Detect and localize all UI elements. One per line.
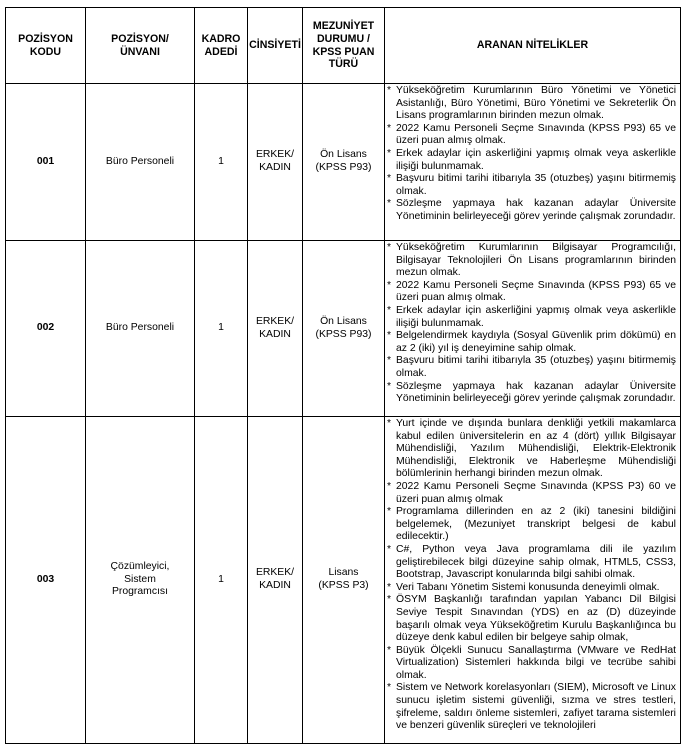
requirement-text: Başvuru bitimi tarihi itibarıyla 35 (otuzbeş) yaşını bitirmemiş olmak.: [396, 173, 676, 197]
education-cell-line: Ön Lisans: [320, 315, 367, 327]
gender-cell-line: ERKEK/: [255, 315, 295, 327]
position-code-cell: [6, 417, 86, 744]
table-row: [6, 241, 681, 417]
gender-cell-line: KADIN: [259, 580, 291, 591]
requirement-item: [387, 173, 676, 198]
requirement-text: Erkek adaylar için askerliğini yapmış olmak veya askerlikle ilişiği bulunmamak.: [396, 304, 676, 329]
requirements-cell: [385, 241, 681, 417]
bullet-asterisk: *: [387, 355, 392, 367]
table-row: [6, 84, 681, 241]
education-cell-line: (KPSS P3): [318, 580, 369, 591]
education-cell-line: (KPSS P93): [315, 328, 372, 340]
requirement-item: [387, 330, 676, 355]
position-title-cell: [86, 241, 195, 417]
positions-table: [5, 7, 681, 744]
requirement-text: Belgelendirmek kaydıyla (Sosyal Güvenlik prim dökümü) en az 2 (iki) yıl iş deneyimine sahip olmak.: [396, 330, 676, 354]
bullet-asterisk: *: [387, 330, 392, 342]
bullet-asterisk: *: [387, 279, 392, 291]
requirement-item: [387, 544, 676, 582]
position-code-cell-line: 001: [36, 155, 55, 167]
requirement-text: Büyük Ölçekli Sunucu Sanallaştırma (VMware ve RedHat Virtualization) Sistemleri hakkında bilgi ve tecrübe sahibi olmak.: [396, 644, 676, 681]
header-position-title: POZİSYON/ ÜNVANI: [86, 8, 195, 84]
education-cell-line: Lisans: [328, 567, 359, 579]
header-gender: CİNSİYETİ: [248, 8, 303, 84]
header-position-code: POZİSYON KODU: [6, 8, 86, 84]
gender-cell-line: ERKEK/: [255, 567, 295, 579]
quota-cell-line: 1: [218, 322, 224, 334]
requirement-item: [387, 682, 676, 732]
quota-cell: [195, 84, 248, 241]
requirement-item: [387, 280, 676, 305]
education-cell-line: (KPSS P93): [315, 162, 372, 173]
requirement-text: 2022 Kamu Personeli Seçme Sınavında (KPSS P93) 65 ve üzeri puan almış olmak.: [396, 279, 676, 304]
bullet-asterisk: *: [387, 147, 392, 159]
requirement-item: [387, 85, 676, 123]
requirement-text: C#, Python veya Java programlama dili ile yazılım geliştirebilecek bilgi düzeyine sahip olmak, HTML5, CSS3, Bootstrap, Javascript konularında bilgi sahibi olmak.: [396, 543, 676, 581]
table-row: [6, 417, 681, 744]
position-code-cell-line: 003: [36, 573, 55, 585]
requirement-text: Sözleşme yapmaya hak kazanan adaylar Üniversite Yönetiminin belirleyeceği görev yerinde çalışmak zorundadır.: [396, 198, 676, 222]
bullet-asterisk: *: [387, 543, 392, 555]
gender-cell-line: ERKEK/: [255, 149, 295, 161]
requirement-item: [387, 242, 676, 280]
requirements-cell: [385, 417, 681, 744]
requirement-item: [387, 148, 676, 173]
header-education: MEZUNİYET DURUMU / KPSS PUAN TÜRÜ: [303, 8, 385, 84]
position-title-cell-line: Büro Personeli: [105, 322, 175, 334]
requirement-text: Sistem ve Network korelasyonları (SIEM), Microsoft ve Linux sunucu işletim sistemi güvenliği, sızma ve stres testleri, şifreleme, saldırı önleme sistemleri, zafiyet tarama sistemleri ve benzeri güvenlik süreçleri ve teknolojileri: [396, 682, 676, 732]
bullet-asterisk: *: [387, 418, 392, 429]
position-code-cell: [6, 84, 86, 241]
requirement-text: 2022 Kamu Personeli Seçme Sınavında (KPSS P3) 60 ve üzeri puan almış olmak: [396, 480, 676, 505]
gender-cell-line: KADIN: [259, 162, 291, 173]
requirement-text: Yurt içinde ve dışında bunlara denkliği yetkili makamlarca kabul edilen üniversitelerin en az 4 (dört) yıllık Bilgisayar Mühendisliği, Yazılım Mühendisliği, Elektrik-Elektronik Mühendisliği, Elektronik ve Haberleşme Mühendisliği bölümlerinin herhangi birinden mezun olmak.: [396, 418, 676, 480]
requirement-item: [387, 594, 676, 644]
header-quota: KADRO ADEDİ: [195, 8, 248, 84]
requirement-item: [387, 355, 676, 380]
quota-cell: [195, 241, 248, 417]
bullet-asterisk: *: [387, 644, 392, 656]
education-cell-line: Ön Lisans: [320, 149, 367, 161]
bullet-asterisk: *: [387, 85, 392, 96]
requirement-item: [387, 506, 676, 544]
bullet-asterisk: *: [387, 594, 392, 606]
requirement-item: [387, 418, 676, 481]
requirements-clip: [387, 418, 676, 742]
quota-cell: [195, 417, 248, 744]
bullet-asterisk: *: [387, 304, 392, 316]
bullet-asterisk: *: [387, 198, 392, 210]
quota-cell-line: 1: [218, 573, 224, 585]
requirement-item: [387, 582, 676, 595]
position-title-cell-line: Çözümleyici,: [110, 561, 170, 573]
gender-cell-line: KADIN: [259, 328, 291, 340]
bullet-asterisk: *: [387, 380, 392, 392]
requirement-text: Veri Tabanı Yönetim Sistemi konusunda deneyimli olmak.: [396, 581, 660, 593]
position-title-cell: [86, 84, 195, 241]
gender-cell: [248, 417, 303, 744]
header-row: [6, 8, 681, 84]
requirement-text: Erkek adaylar için askerliğini yapmış olmak veya askerlikle ilişiği bulunmamak.: [396, 147, 676, 172]
gender-cell: [248, 84, 303, 241]
quota-cell-line: 1: [218, 155, 224, 167]
requirement-item: [387, 123, 676, 148]
education-cell: [303, 241, 385, 417]
requirement-text: Programlama dillerinden en az 2 (iki) tanesini bildiğini belgelemek, (Mezuniyet transkript belgesi de kabul edilecektir.): [396, 506, 676, 543]
bullet-asterisk: *: [387, 480, 392, 492]
bullet-asterisk: *: [387, 173, 392, 185]
bullet-asterisk: *: [387, 122, 392, 134]
requirement-item: [387, 305, 676, 330]
requirement-text: 2022 Kamu Personeli Seçme Sınavında (KPSS P93) 65 ve üzeri puan almış olmak.: [396, 122, 676, 147]
position-title-cell-line: Büro Personeli: [105, 155, 175, 167]
bullet-asterisk: *: [387, 242, 392, 253]
requirement-item: [387, 481, 676, 506]
position-title-cell: [86, 417, 195, 744]
requirement-item: [387, 198, 676, 223]
requirements-cell: [385, 84, 681, 241]
requirement-text: Yükseköğretim Kurumlarının Bilgisayar Programcılığı, Bilgisayar Teknolojileri Ön Lisans programlarının birinden mezun olmak.: [396, 242, 676, 279]
requirement-text: Yükseköğretim Kurumlarının Büro Yönetimi ve Yönetici Asistanlığı, Büro Yönetimi, Büro Yönetimi ve Sekreterlik Ön Lisans programlarının birinden mezun olmak.: [396, 85, 676, 122]
position-code-cell-line: 002: [36, 322, 55, 334]
position-title-cell-line: Programcısı: [111, 586, 168, 598]
requirement-text: ÖSYM Başkanlığı tarafından yapılan Yabancı Dil Bilgisi Seviye Tespit Sınavından (YDS) en az (D) düzeyinde başarılı olmak veya Yükseköğretim Kurulu Başkanlığınca bu düzeye denk kabul edilen bir belgeye sahip olmak,: [396, 594, 676, 644]
position-title-cell-line: Sistem: [124, 573, 156, 585]
requirement-item: [387, 645, 676, 683]
bullet-asterisk: *: [387, 506, 392, 518]
position-code-cell: [6, 241, 86, 417]
requirement-text: Sözleşme yapmaya hak kazanan adaylar Üniversite Yönetiminin belirleyeceği görev yerinde çalışmak zorundadır.: [396, 380, 676, 405]
bullet-asterisk: *: [387, 581, 392, 593]
education-cell: [303, 417, 385, 744]
education-cell: [303, 84, 385, 241]
requirement-item: [387, 381, 676, 406]
gender-cell: [248, 241, 303, 417]
bullet-asterisk: *: [387, 682, 392, 694]
header-requirements: ARANAN NİTELİKLER: [385, 8, 681, 84]
requirement-text: Başvuru bitimi tarihi itibarıyla 35 (otuzbeş) yaşını bitirmemiş olmak.: [396, 355, 676, 379]
